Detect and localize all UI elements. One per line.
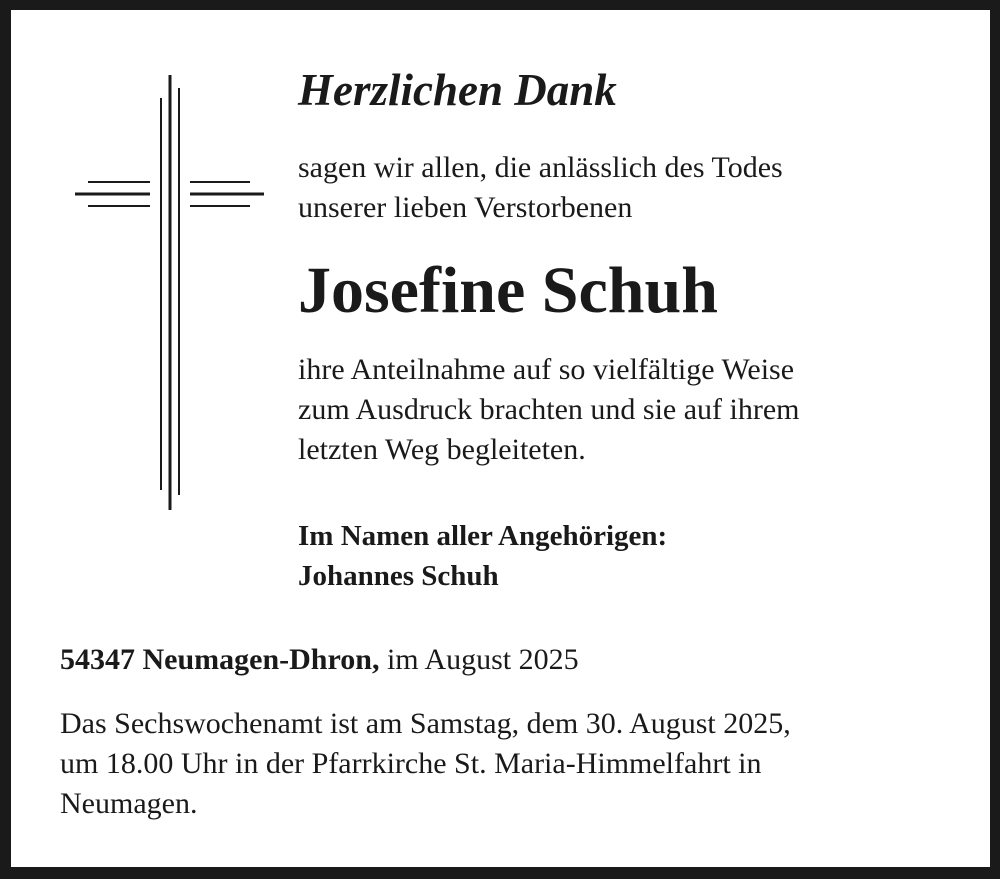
body-line: zum Ausdruck brachten und sie auf ihrem (298, 393, 800, 426)
signature (298, 516, 938, 596)
body-text (298, 350, 938, 470)
service-line: Das Sechswochenamt ist am Samstag, dem 30. August 2025, (60, 707, 791, 740)
intro-line: sagen wir allen, die anlässlich des Todes (298, 151, 783, 184)
heading: Herzlichen Dank (298, 65, 617, 115)
deceased-name: Josefine Schuh (298, 254, 718, 327)
date: im August 2025 (386, 643, 579, 676)
signature-name: Johannes Schuh (298, 560, 499, 592)
place: 54347 Neumagen-Dhron, (60, 643, 380, 676)
intro-text (298, 148, 938, 228)
cross-icon (70, 70, 270, 515)
body-line: letzten Weg begleiteten. (298, 433, 586, 466)
body-line: ihre Anteilnahme auf so vielfältige Weise (298, 353, 795, 386)
service-info (60, 704, 960, 824)
service-line: um 18.00 Uhr in der Pfarrkirche St. Maria-Himmelfahrt in (60, 747, 762, 780)
place-date (60, 640, 579, 680)
signature-on-behalf: Im Namen aller Angehörigen: (298, 520, 668, 552)
service-line: Neumagen. (60, 787, 198, 820)
intro-line: unserer lieben Verstorbenen (298, 191, 633, 224)
